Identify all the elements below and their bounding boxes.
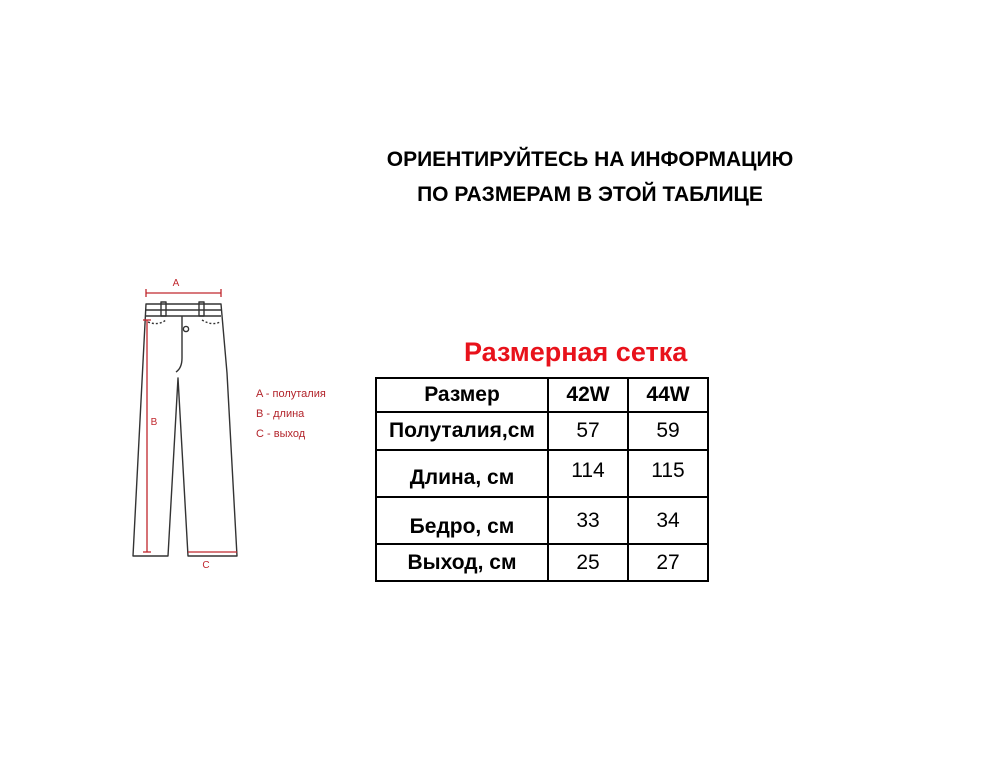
row-label: Полуталия,см [376, 412, 548, 450]
legend-b: B - длина [256, 408, 305, 420]
header-size: Размер [376, 378, 548, 412]
size-table-title: Размерная сетка [464, 337, 688, 367]
table-row [376, 450, 708, 497]
row-label: Длина, см [376, 450, 548, 497]
cell-value: 115 [628, 450, 708, 497]
heading-line-1: ОРИЕНТИРУЙТЕСЬ НА ИНФОРМАЦИЮ [386, 148, 794, 171]
table-row [376, 412, 708, 450]
heading-line-2: ПО РАЗМЕРАМ В ЭТОЙ ТАБЛИЦЕ [417, 183, 763, 206]
marker-c: C [202, 560, 210, 571]
waist-measure-line [146, 289, 221, 297]
cell-value: 59 [628, 412, 708, 450]
cell-value: 27 [628, 544, 708, 581]
legend-c: C - выход [256, 428, 306, 440]
row-label: Бедро, см [376, 497, 548, 544]
cell-value: 25 [548, 544, 628, 581]
cell-value: 114 [548, 450, 628, 497]
table-row [376, 544, 708, 581]
header-44w: 44W [628, 378, 708, 412]
header-42w: 42W [548, 378, 628, 412]
legend-a: A - полуталия [256, 388, 326, 400]
table-row [376, 497, 708, 544]
page-heading [330, 142, 850, 212]
cell-value: 57 [548, 412, 628, 450]
marker-b: B [150, 417, 158, 428]
measurement-legend [256, 384, 326, 444]
pants-outline [133, 302, 237, 556]
length-measure-line [143, 320, 151, 552]
table-header-row [376, 378, 708, 412]
cell-value: 34 [628, 497, 708, 544]
size-table [375, 377, 709, 582]
marker-a: A [172, 278, 180, 289]
row-label: Выход, см [376, 544, 548, 581]
cell-value: 33 [548, 497, 628, 544]
